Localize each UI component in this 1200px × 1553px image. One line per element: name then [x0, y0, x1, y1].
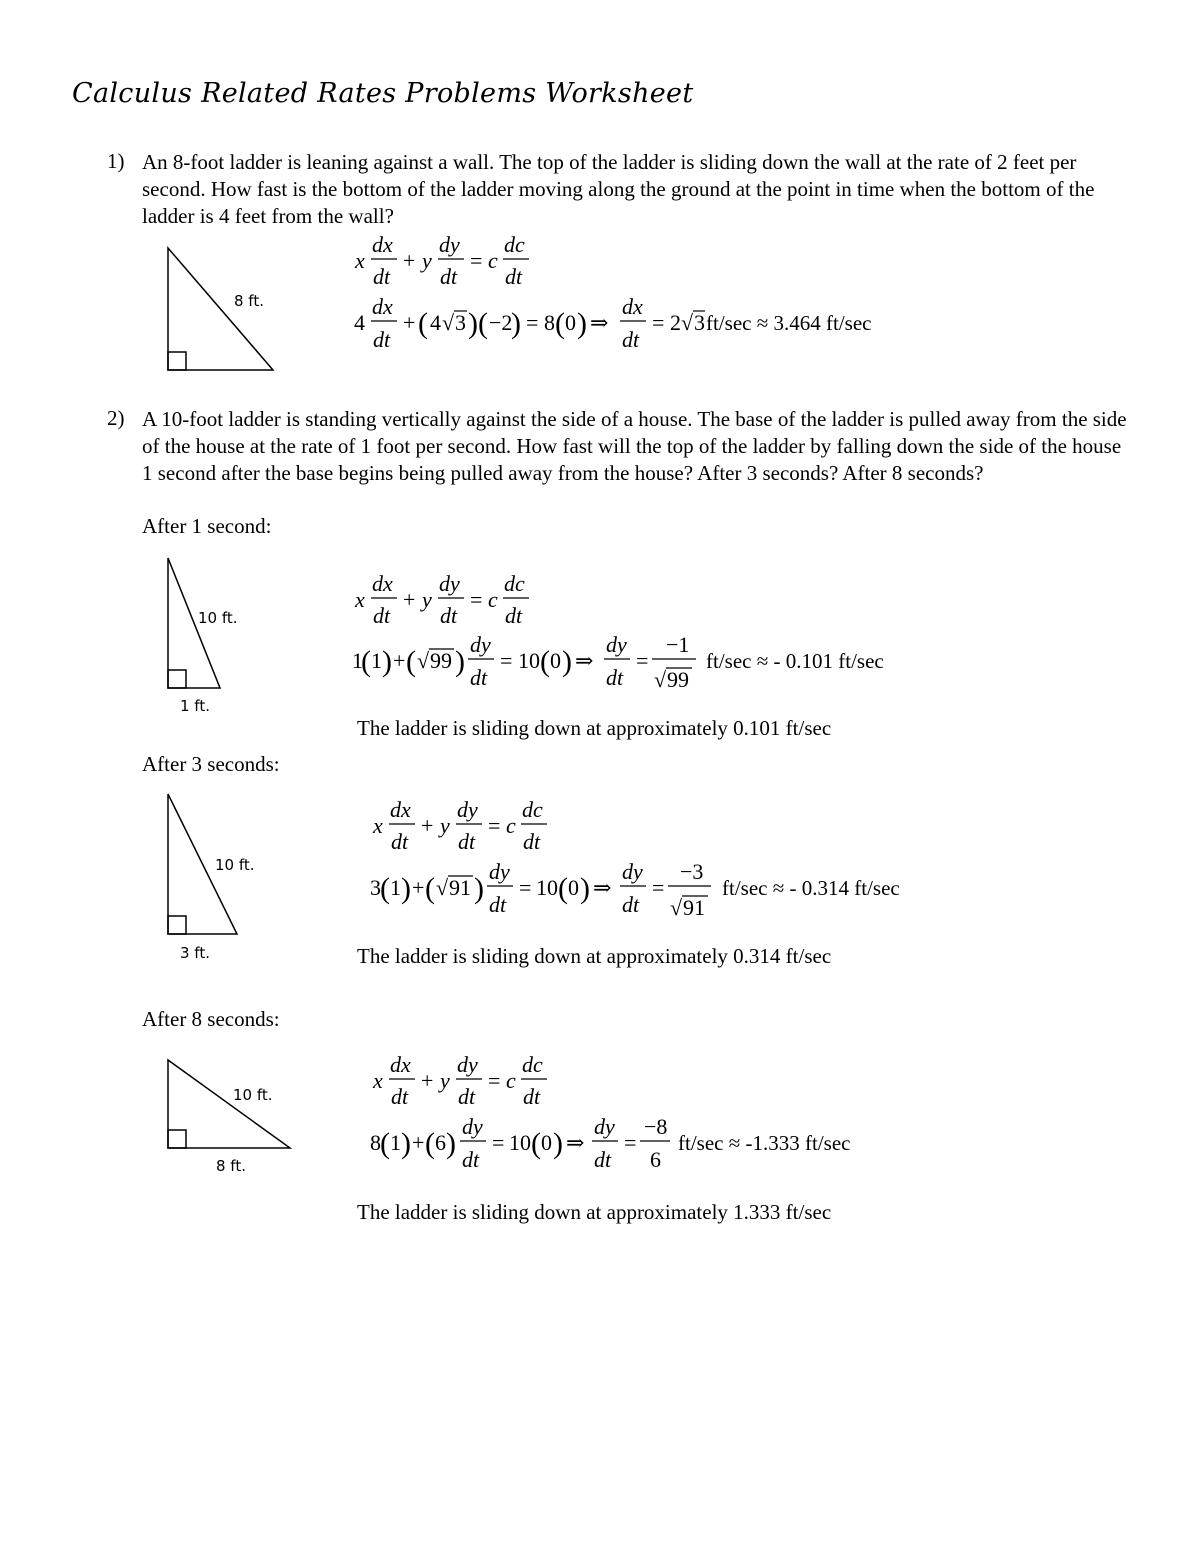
svg-text:(: ( [380, 1127, 390, 1160]
case-1-solution [350, 565, 930, 700]
svg-text:): ) [511, 307, 521, 340]
svg-text:dy: dy [462, 1114, 483, 1139]
svg-text:dy: dy [489, 859, 510, 884]
svg-text:dt: dt [440, 603, 458, 628]
svg-text:(: ( [425, 1127, 435, 1160]
svg-text:99: 99 [667, 667, 689, 692]
svg-text:(: ( [558, 872, 568, 905]
case-2-conclusion: The ladder is sliding down at approximately 0.314 ft/sec [357, 944, 832, 968]
svg-text:0: 0 [550, 648, 561, 673]
svg-text:(: ( [531, 1127, 541, 1160]
related-rates-equation [372, 1052, 547, 1109]
svg-text:dt: dt [505, 264, 523, 289]
svg-text:dy: dy [606, 632, 627, 657]
svg-text:c: c [506, 813, 516, 838]
svg-text:dx: dx [390, 1052, 411, 1077]
case-3-conclusion: The ladder is sliding down at approximately 1.333 ft/sec [357, 1200, 832, 1224]
problem-2-number: 2) [107, 406, 125, 430]
svg-text:=: = [526, 310, 539, 335]
svg-text:1: 1 [371, 648, 382, 673]
svg-text:dy: dy [457, 1052, 478, 1077]
case-1-caption: After 1 second: [142, 514, 272, 538]
substituted-equation [354, 294, 705, 352]
svg-text:y: y [440, 813, 450, 838]
svg-text:1: 1 [390, 1130, 401, 1155]
base-label: 8 ft. [216, 1157, 246, 1175]
svg-text:=: = [636, 648, 649, 673]
svg-text:91: 91 [683, 895, 705, 920]
case-2-caption: After 3 seconds: [142, 752, 280, 776]
svg-text:⇒: ⇒ [566, 1130, 585, 1155]
svg-text:dt: dt [523, 829, 541, 854]
svg-text:=: = [624, 1130, 637, 1155]
related-rates-equation [354, 232, 529, 289]
svg-text:dy: dy [439, 232, 460, 257]
svg-text:0: 0 [568, 875, 579, 900]
svg-text:dt: dt [622, 327, 640, 352]
svg-text:dy: dy [470, 632, 491, 657]
svg-text:dt: dt [458, 829, 476, 854]
svg-text:√: √ [654, 667, 667, 692]
svg-text:dc: dc [504, 232, 525, 257]
svg-text:dt: dt [489, 892, 507, 917]
svg-text:dc: dc [522, 797, 543, 822]
svg-text:dt: dt [373, 327, 391, 352]
svg-text:0: 0 [541, 1130, 552, 1155]
svg-text:(: ( [540, 645, 550, 678]
svg-text:): ) [382, 645, 392, 678]
svg-text:dt: dt [505, 603, 523, 628]
case-3-caption: After 8 seconds: [142, 1007, 280, 1031]
svg-text:3: 3 [455, 310, 466, 335]
svg-text:1: 1 [352, 648, 363, 673]
svg-text:=: = [500, 648, 513, 673]
svg-text:−1: −1 [666, 632, 690, 657]
svg-text:√: √ [670, 895, 683, 920]
svg-text:y: y [422, 587, 432, 612]
case-1-result: ft/sec ≈ - 0.101 ft/sec [706, 649, 884, 673]
svg-text:6: 6 [435, 1130, 446, 1155]
svg-text:2: 2 [670, 310, 681, 335]
svg-text:dx: dx [372, 571, 393, 596]
svg-text:√: √ [436, 875, 449, 900]
problem-1-ladder-diagram [160, 240, 290, 380]
related-rates-equation [354, 571, 529, 628]
svg-text:=: = [492, 1130, 505, 1155]
svg-text:(: ( [361, 645, 371, 678]
svg-text:+: + [421, 813, 434, 838]
case-2-result: ft/sec ≈ - 0.314 ft/sec [722, 876, 900, 900]
svg-text:): ) [455, 645, 465, 678]
svg-text:): ) [401, 872, 411, 905]
svg-text:99: 99 [430, 648, 452, 673]
svg-text:dt: dt [470, 665, 488, 690]
svg-text:=: = [470, 248, 483, 273]
svg-text:dy: dy [594, 1114, 615, 1139]
svg-text:⇒: ⇒ [593, 875, 612, 900]
case-3-solution [368, 1050, 928, 1180]
problem-1-solution [350, 226, 910, 361]
base-label: 1 ft. [180, 697, 210, 715]
svg-text:): ) [577, 307, 587, 340]
right-angle-marker [168, 916, 186, 934]
svg-text:c: c [506, 1068, 516, 1093]
svg-text:+: + [412, 875, 425, 900]
svg-text:4: 4 [354, 310, 365, 335]
svg-text:x: x [373, 1068, 383, 1093]
hypotenuse-label: 10 ft. [198, 609, 238, 627]
svg-text:dx: dx [372, 294, 393, 319]
svg-text:(: ( [380, 872, 390, 905]
hypotenuse-label: 10 ft. [215, 856, 255, 874]
svg-text:(: ( [425, 872, 435, 905]
svg-text:dt: dt [373, 603, 391, 628]
svg-text:): ) [468, 307, 478, 340]
svg-text:x: x [355, 587, 365, 612]
svg-text:+: + [403, 310, 416, 335]
case-2-ladder-diagram [160, 786, 270, 966]
svg-text:+: + [412, 1130, 425, 1155]
svg-text:c: c [488, 587, 498, 612]
svg-text:): ) [580, 872, 590, 905]
related-rates-equation [372, 797, 547, 854]
svg-text:dt: dt [458, 1084, 476, 1109]
svg-text:10: 10 [518, 648, 540, 673]
svg-text:y: y [422, 248, 432, 273]
svg-text:+: + [393, 648, 406, 673]
svg-text:dx: dx [390, 797, 411, 822]
svg-text:(: ( [418, 307, 428, 340]
svg-text:dt: dt [391, 829, 409, 854]
svg-text:dt: dt [622, 892, 640, 917]
case-3-ladder-diagram [160, 1052, 300, 1177]
svg-text:3: 3 [370, 875, 381, 900]
svg-text:): ) [474, 872, 484, 905]
svg-text:x: x [373, 813, 383, 838]
svg-text:dy: dy [439, 571, 460, 596]
problem-1-result: ft/sec ≈ 3.464 ft/sec [706, 311, 872, 335]
problem-1-number: 1) [107, 149, 125, 173]
svg-text:8: 8 [370, 1130, 381, 1155]
svg-text:dy: dy [457, 797, 478, 822]
svg-text:⇒: ⇒ [590, 310, 609, 335]
svg-text:dt: dt [391, 1084, 409, 1109]
svg-text:−2: −2 [489, 310, 513, 335]
substituted-equation [352, 632, 696, 692]
svg-text:=: = [488, 813, 501, 838]
right-angle-marker [168, 352, 186, 370]
svg-text:3: 3 [694, 310, 705, 335]
svg-text:=: = [488, 1068, 501, 1093]
svg-text:=: = [470, 587, 483, 612]
svg-text:√: √ [681, 310, 694, 335]
svg-text:dc: dc [522, 1052, 543, 1077]
svg-text:−3: −3 [680, 859, 704, 884]
worksheet-title: Calculus Related Rates Problems Worksheet [72, 78, 694, 109]
svg-text:): ) [553, 1127, 563, 1160]
svg-text:): ) [446, 1127, 456, 1160]
svg-text:dt: dt [594, 1147, 612, 1172]
right-angle-marker [168, 670, 186, 688]
svg-text:√: √ [417, 648, 430, 673]
svg-text:dt: dt [523, 1084, 541, 1109]
svg-text:dt: dt [462, 1147, 480, 1172]
svg-text:√: √ [442, 310, 455, 335]
svg-text:+: + [403, 587, 416, 612]
base-label: 3 ft. [180, 944, 210, 962]
substituted-equation [370, 859, 711, 920]
svg-text:dx: dx [372, 232, 393, 257]
svg-text:c: c [488, 248, 498, 273]
svg-text:=: = [652, 875, 665, 900]
svg-text:(: ( [555, 307, 565, 340]
svg-text:dx: dx [622, 294, 643, 319]
case-1-conclusion: The ladder is sliding down at approximately 0.101 ft/sec [357, 716, 832, 740]
svg-text:dy: dy [622, 859, 643, 884]
problem-2-text: A 10-foot ladder is standing vertically against the side of a house. The base of the ladder is pulled away from the side of the house at the rate of 1 foot per second. How fast will the top of the ladder by falling down the side of the house 1 second after the base begins being pulled away from the house? After 3 seconds? After 8 seconds? [142, 407, 1127, 485]
svg-text:+: + [421, 1068, 434, 1093]
svg-text:0: 0 [565, 310, 576, 335]
right-angle-marker [168, 1130, 186, 1148]
svg-text:−8: −8 [644, 1114, 668, 1139]
svg-text:10: 10 [509, 1130, 531, 1155]
svg-text:(: ( [478, 307, 488, 340]
svg-text:⇒: ⇒ [575, 648, 594, 673]
hypotenuse-label: 8 ft. [234, 292, 264, 310]
svg-text:4: 4 [430, 310, 441, 335]
svg-text:91: 91 [449, 875, 471, 900]
substituted-equation [370, 1114, 670, 1172]
case-3-result: ft/sec ≈ -1.333 ft/sec [678, 1131, 851, 1155]
svg-text:6: 6 [650, 1147, 661, 1172]
svg-text:y: y [440, 1068, 450, 1093]
hypotenuse-label: 10 ft. [233, 1086, 273, 1104]
problem-1-text: An 8-foot ladder is leaning against a wall. The top of the ladder is sliding down the wall at the rate of 2 feet per second. How fast is the bottom of the ladder moving along the ground at the point in time when the bottom of the ladder is 4 feet from the wall? [142, 150, 1095, 228]
case-1-ladder-diagram [160, 550, 250, 720]
svg-text:dt: dt [373, 264, 391, 289]
svg-text:+: + [403, 248, 416, 273]
svg-text:): ) [562, 645, 572, 678]
case-2-solution [368, 795, 948, 930]
svg-text:dt: dt [606, 665, 624, 690]
svg-text:8: 8 [544, 310, 555, 335]
svg-text:): ) [401, 1127, 411, 1160]
svg-text:(: ( [406, 645, 416, 678]
svg-text:1: 1 [390, 875, 401, 900]
svg-text:=: = [652, 310, 665, 335]
svg-text:=: = [519, 875, 532, 900]
svg-text:x: x [355, 248, 365, 273]
svg-text:10: 10 [536, 875, 558, 900]
svg-text:dt: dt [440, 264, 458, 289]
svg-text:dc: dc [504, 571, 525, 596]
